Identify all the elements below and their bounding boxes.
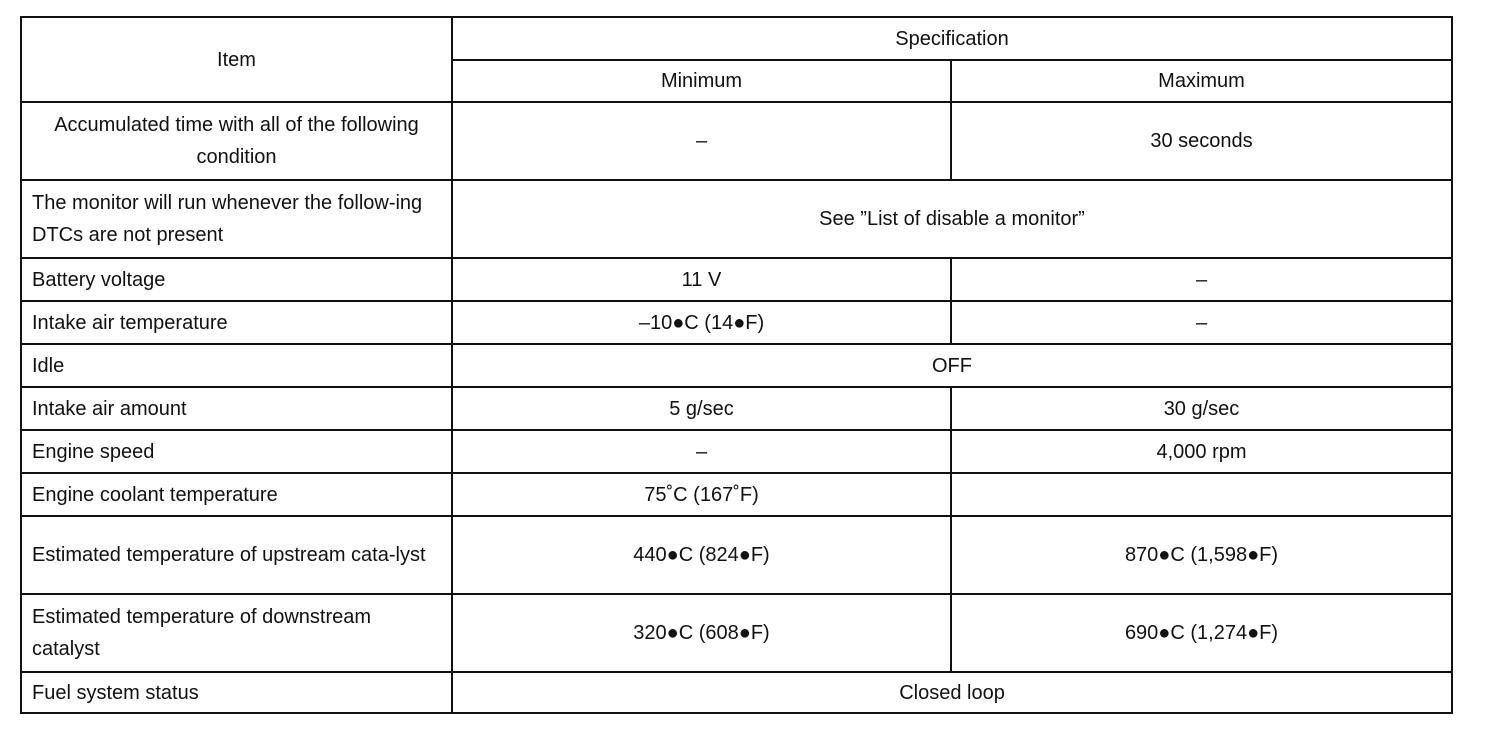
row-item: Estimated temperature of upstream cata-lyst xyxy=(21,516,452,594)
row-item: Engine coolant temperature xyxy=(21,473,452,516)
header-maximum: Maximum xyxy=(951,60,1452,102)
header-minimum: Minimum xyxy=(452,60,951,102)
table-row xyxy=(21,344,1452,387)
row-span-value: Closed loop xyxy=(452,672,1452,713)
row-max: 30 seconds xyxy=(951,102,1452,180)
row-max xyxy=(951,473,1452,516)
row-max: 30 g/sec xyxy=(951,387,1452,430)
table-row xyxy=(21,102,1452,180)
row-item: Accumulated time with all of the following condition xyxy=(21,102,452,180)
row-min: 5 g/sec xyxy=(452,387,951,430)
row-max: 690●C (1,274●F) xyxy=(951,594,1452,672)
row-item: Engine speed xyxy=(21,430,452,473)
row-item: Idle xyxy=(21,344,452,387)
row-item: Intake air temperature xyxy=(21,301,452,344)
row-min: –10●C (14●F) xyxy=(452,301,951,344)
row-span-value: See ”List of disable a monitor” xyxy=(452,180,1452,258)
row-min: 11 V xyxy=(452,258,951,301)
table-row xyxy=(21,387,1452,430)
header-item: Item xyxy=(21,17,452,102)
row-min: 320●C (608●F) xyxy=(452,594,951,672)
table-row xyxy=(21,180,1452,258)
table-header-row xyxy=(21,17,1452,60)
row-item: Intake air amount xyxy=(21,387,452,430)
row-min: 75˚C (167˚F) xyxy=(452,473,951,516)
table-row xyxy=(21,594,1452,672)
row-item: Fuel system status xyxy=(21,672,452,713)
table-row xyxy=(21,430,1452,473)
row-min: – xyxy=(452,102,951,180)
row-item: Battery voltage xyxy=(21,258,452,301)
specification-table xyxy=(20,16,1453,714)
row-max: 4,000 rpm xyxy=(951,430,1452,473)
header-specification: Specification xyxy=(452,17,1452,60)
row-max: – xyxy=(951,258,1452,301)
row-item: Estimated temperature of downstream catalyst xyxy=(21,594,452,672)
table-row xyxy=(21,258,1452,301)
table-row xyxy=(21,473,1452,516)
row-span-value: OFF xyxy=(452,344,1452,387)
row-item: The monitor will run whenever the follow-ing DTCs are not present xyxy=(21,180,452,258)
table-row xyxy=(21,301,1452,344)
table-row xyxy=(21,672,1452,713)
table-row xyxy=(21,516,1452,594)
row-max: 870●C (1,598●F) xyxy=(951,516,1452,594)
row-min: 440●C (824●F) xyxy=(452,516,951,594)
row-max: – xyxy=(951,301,1452,344)
row-min: – xyxy=(452,430,951,473)
